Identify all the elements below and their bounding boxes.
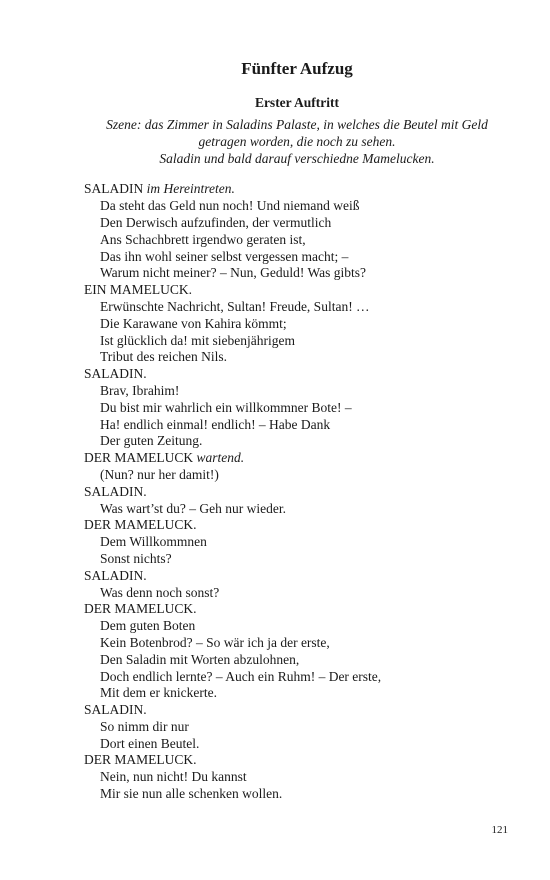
verse-line: Doch endlich lernte? – Auch ein Ruhm! – Der erste, <box>100 668 382 684</box>
verse-line: Was denn noch sonst? <box>100 584 220 600</box>
verse-line: So nimm dir nur <box>100 718 189 734</box>
speaker-label: SALADIN. <box>84 483 147 499</box>
verse-line: Die Karawane von Kahira kömmt; <box>100 315 287 331</box>
verse-line: Tribut des reichen Nils. <box>100 349 227 365</box>
speaker-name <box>84 702 510 719</box>
verse-line: Der guten Zeitung. <box>100 433 203 449</box>
speaker-name <box>84 366 510 383</box>
page-body <box>84 58 510 803</box>
verse-line: Du bist mir wahrlich ein willkommner Bote! – <box>100 399 352 415</box>
page-number: 121 <box>491 824 508 836</box>
speaker-name <box>84 568 510 585</box>
speaker-label: SALADIN. <box>84 567 147 583</box>
speaker-name <box>84 450 510 467</box>
speaker-label: SALADIN <box>84 181 144 197</box>
stage-direction <box>84 117 510 167</box>
speaker-name <box>84 752 510 769</box>
speaker-label: DER MAMELUCK. <box>84 752 197 768</box>
verse-line: Dort einen Beutel. <box>100 735 200 751</box>
act-title: Fünfter Aufzug <box>241 59 353 78</box>
speaker-name <box>84 181 510 198</box>
verse-line: Dem guten Boten <box>100 618 196 634</box>
verse-line: Nein, nun nicht! Du kannst <box>100 769 247 785</box>
verse-line: Den Saladin mit Worten abzulohnen, <box>100 651 300 667</box>
verse-line: Den Derwisch aufzufinden, der vermutlich <box>100 214 332 230</box>
verse-line: Da steht das Geld nun noch! Und niemand weiß <box>100 198 360 214</box>
verse-line: Mit dem er knickerte. <box>100 685 217 701</box>
speaker-label: SALADIN. <box>84 702 147 718</box>
speaker-label: DER MAMELUCK <box>84 450 194 466</box>
dialogue <box>84 181 510 802</box>
stage-direction-line: getragen worden, die noch zu sehen. <box>198 133 396 149</box>
verse-line: Ist glücklich da! mit siebenjährigem <box>100 332 295 348</box>
speaker-label: DER MAMELUCK. <box>84 517 197 533</box>
speaker-stage-direction: im Hereintreten. <box>146 181 235 197</box>
speaker-label: EIN MAMELUCK. <box>84 282 192 298</box>
speaker-name <box>84 484 510 501</box>
verse-line: Mir sie nun alle schenken wollen. <box>100 786 283 802</box>
verse-line: Sonst nichts? <box>100 550 172 566</box>
verse-line: Ans Schachbrett irgendwo geraten ist, <box>100 231 306 247</box>
verse-line: Ha! endlich einmal! endlich! – Habe Dank <box>100 416 331 432</box>
speaker-stage-direction: wartend. <box>196 450 245 466</box>
stage-direction-line: Szene: das Zimmer in Saladins Palaste, in welches die Beutel mit Geld <box>106 117 488 132</box>
verse-line: Das ihn wohl seiner selbst vergessen macht; – <box>100 248 349 264</box>
verse-line: (Nun? nur her damit!) <box>100 466 219 482</box>
verse-line: Was wart’st du? – Geh nur wieder. <box>100 500 286 516</box>
stage-direction-line: Saladin und bald darauf verschiedne Mamelucken. <box>159 150 435 166</box>
speaker-name <box>84 601 510 618</box>
verse-line: Kein Botenbrod? – So wär ich ja der erste, <box>100 634 330 650</box>
speaker-name <box>84 517 510 534</box>
verse-line: Brav, Ibrahim! <box>100 382 180 398</box>
speaker-label: SALADIN. <box>84 366 147 382</box>
verse-line: Erwünschte Nachricht, Sultan! Freude, Sultan! … <box>100 298 370 314</box>
verse-line: Warum nicht meiner? – Nun, Geduld! Was gibts? <box>100 265 367 281</box>
speaker-name <box>84 282 510 299</box>
speaker-label: DER MAMELUCK. <box>84 601 197 617</box>
scene-title: Erster Auftritt <box>254 95 340 110</box>
verse-line: Dem Willkommnen <box>100 534 207 550</box>
